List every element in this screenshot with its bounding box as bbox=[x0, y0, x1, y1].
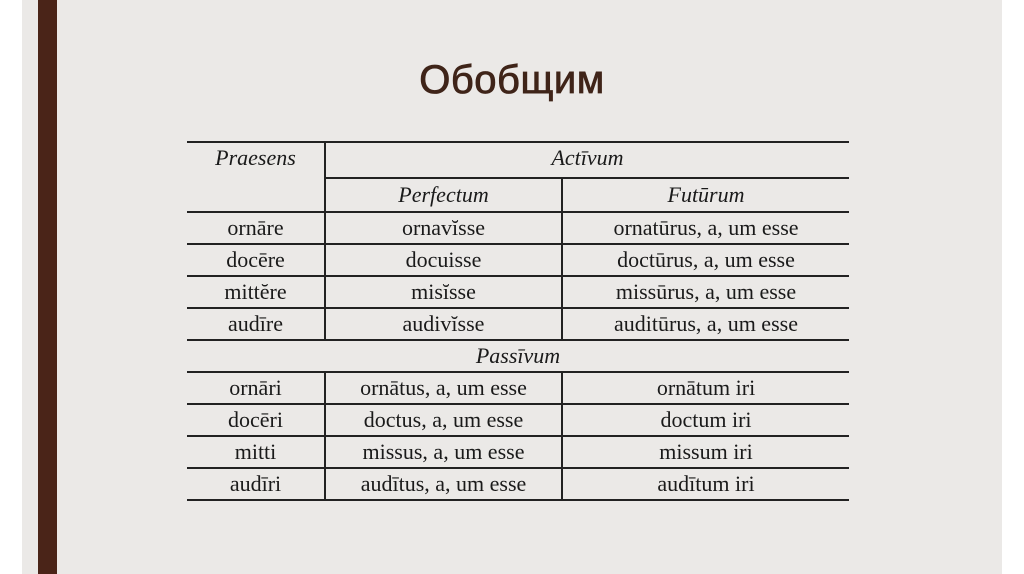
praesens-header: Praesens bbox=[187, 142, 325, 212]
table-cell: audivĭsse bbox=[325, 308, 562, 340]
table-row bbox=[187, 308, 849, 340]
table-cell: ornatūrus, a, um esse bbox=[562, 212, 849, 244]
conjugation-table bbox=[187, 141, 849, 501]
table-cell: audīre bbox=[187, 308, 325, 340]
passivum-header: Passīvum bbox=[187, 340, 849, 372]
table-row bbox=[187, 436, 849, 468]
table-cell: doctum iri bbox=[562, 404, 849, 436]
table-row bbox=[187, 276, 849, 308]
table-cell: doctūrus, a, um esse bbox=[562, 244, 849, 276]
table-cell: docēri bbox=[187, 404, 325, 436]
table-row bbox=[187, 212, 849, 244]
table-cell: docēre bbox=[187, 244, 325, 276]
table-cell: missum iri bbox=[562, 436, 849, 468]
table-cell: mittĕre bbox=[187, 276, 325, 308]
table-row bbox=[187, 372, 849, 404]
table-cell: missus, a, um esse bbox=[325, 436, 562, 468]
table-cell: auditūrus, a, um esse bbox=[562, 308, 849, 340]
table-cell: audītum iri bbox=[562, 468, 849, 500]
header-row bbox=[187, 142, 849, 178]
table-cell: audīri bbox=[187, 468, 325, 500]
slide-title: Обобщим bbox=[419, 58, 605, 102]
table-row bbox=[187, 244, 849, 276]
table-cell: missūrus, a, um esse bbox=[562, 276, 849, 308]
table-row bbox=[187, 468, 849, 500]
table-row bbox=[187, 404, 849, 436]
table-cell: mitti bbox=[187, 436, 325, 468]
futurum-header: Futūrum bbox=[562, 178, 849, 212]
passivum-row bbox=[187, 340, 849, 372]
table-cell: ornātum iri bbox=[562, 372, 849, 404]
table-cell: docuisse bbox=[325, 244, 562, 276]
table-cell: doctus, a, um esse bbox=[325, 404, 562, 436]
table-cell: audītus, a, um esse bbox=[325, 468, 562, 500]
table-cell: ornavĭsse bbox=[325, 212, 562, 244]
perfectum-header: Perfectum bbox=[325, 178, 562, 212]
table-cell: ornāre bbox=[187, 212, 325, 244]
table-cell: ornātus, a, um esse bbox=[325, 372, 562, 404]
activum-header: Actīvum bbox=[325, 142, 849, 178]
table-cell: ornāri bbox=[187, 372, 325, 404]
table-cell: misĭsse bbox=[325, 276, 562, 308]
